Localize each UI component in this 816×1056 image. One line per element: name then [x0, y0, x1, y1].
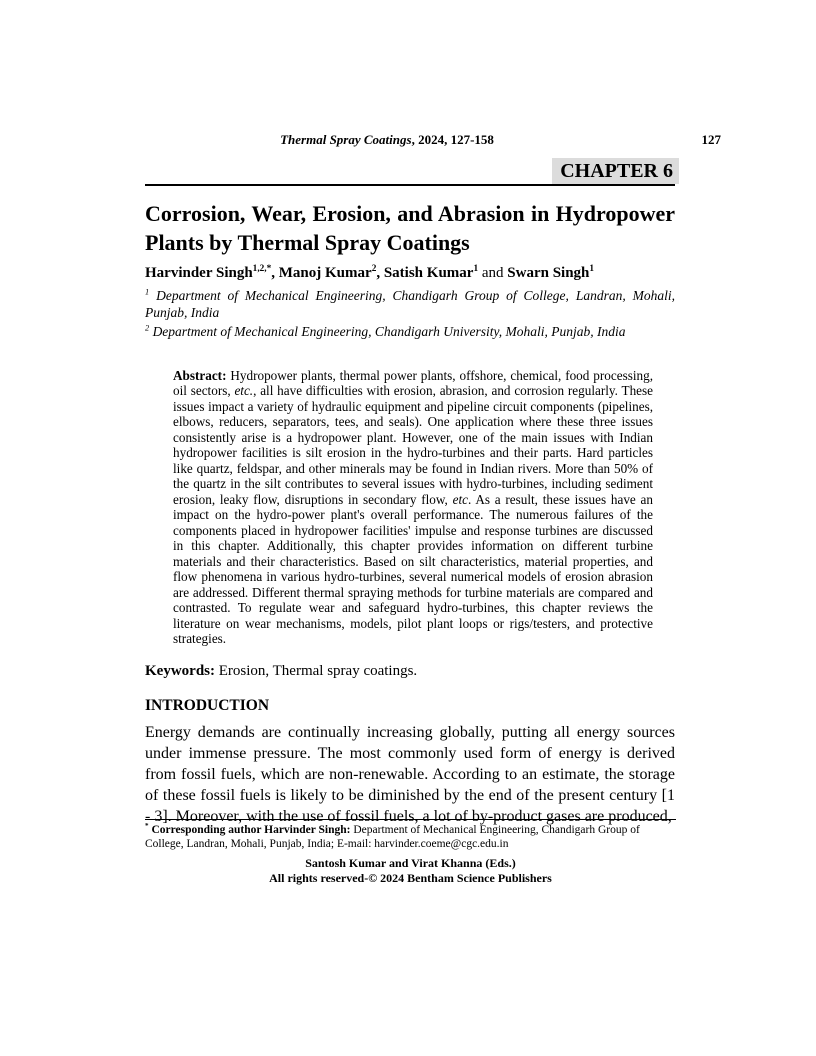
author-1-superscript: 1,2,* — [252, 264, 272, 274]
journal-title-rest: , 2024, 127-158 — [411, 132, 494, 147]
and-word: and — [478, 265, 508, 281]
author-separator: , — [376, 265, 384, 281]
journal-title: Thermal Spray Coatings — [280, 132, 412, 147]
author-3-superscript: 1 — [473, 264, 479, 274]
author-2: Manoj Kumar — [278, 265, 372, 281]
abstract-label: Abstract: — [173, 367, 227, 383]
header-rule — [145, 184, 675, 186]
running-header — [145, 132, 721, 148]
keywords-line — [145, 662, 675, 680]
author-4-superscript: 1 — [589, 264, 595, 274]
chapter-badge: CHAPTER 6 — [552, 158, 679, 184]
keywords-text: Erosion, Thermal spray coatings. — [215, 662, 418, 679]
footnote-asterisk: * — [145, 822, 149, 831]
keywords-label: Keywords: — [145, 662, 215, 679]
affiliation-2 — [145, 324, 675, 341]
author-1: Harvinder Singh — [145, 265, 253, 281]
footnote-rule — [145, 819, 676, 820]
affiliation-1-superscript: 1 — [145, 287, 150, 297]
author-separator: , — [271, 265, 279, 281]
affiliation-1-text: Department of Mechanical Engineering, Chandigarh Group of College, Landran, Mohali, Punjab, India — [145, 288, 675, 320]
authors-line — [145, 264, 675, 283]
footnote-text — [145, 823, 676, 851]
affiliation-2-text: Department of Mechanical Engineering, Chandigarh University, Mohali, Punjab, India — [149, 324, 626, 339]
abstract-text-2: , all have difficulties with erosion, abrasion, and corrosion regularly. These issues impact a variety of hydraulic equipment and pipeline circuit components (pipelines, elbows, reducers, separators, tees, and seals). One application where these three issues consistently arise is a hydropower plant. However, one of the main issues with Indian hydropower facilities is silt erosion in the hydro-turbines and their parts. Hard particles like quartz, feldspar, and other minerals may be found in Indian rivers. More than 50% of the quartz in the silt contributes to several issues with hydro-turbines, including sediment erosion, leaky flow, disruptions in secondary flow, — [173, 383, 653, 507]
abstract-paragraph — [173, 368, 653, 647]
abstract-text-3: . As a result, these issues have an impact on the hydro-power plant's overall performance. The numerous failures of the components placed in hydropower facilities' impulse and response turbines are discussed in this chapter. Additionally, this chapter provides information on different turbine materials and their characteristics. Based on silt characteristics, material properties, and flow phenomena in various hydro-turbines, several numerical models of erosion abrasion are addressed. Different thermal spraying methods for turbine materials are compared and contrasted. To regulate wear and safeguard hydro-turbines, this chapter reviews the literature on wear mechanisms, models, pilot plant loops or rigs/testers, and protective strategies. — [173, 491, 653, 646]
page-number: 127 — [701, 132, 721, 147]
chapter-title: Corrosion, Wear, Erosion, and Abrasion in Hydropower Plants by Thermal Spray Coatings — [145, 201, 675, 255]
affiliation-2-superscript: 2 — [145, 323, 150, 333]
corresponding-author-footnote — [145, 819, 676, 851]
footer-copyright: All rights reserved-© 2024 Bentham Science Publishers — [269, 870, 552, 885]
abstract-etc-1: etc. — [234, 383, 254, 398]
author-2-superscript: 2 — [371, 264, 377, 274]
abstract-etc-2: etc — [452, 491, 468, 507]
book-footer — [145, 856, 676, 885]
author-4: Swarn Singh — [507, 265, 590, 281]
author-3: Satish Kumar — [383, 265, 474, 281]
footer-editors: Santosh Kumar and Virat Khanna (Eds.) — [305, 856, 516, 870]
affiliation-1 — [145, 288, 675, 321]
section-heading-introduction: INTRODUCTION — [145, 696, 270, 714]
intro-paragraph: Energy demands are continually increasing globally, putting all energy sources under immense pressure. The most commonly used form of energy is derived from fossil fuels, which are non-renewable. According to an estimate, the storage of these fossil fuels is likely to be diminished by the end of the present century [1 - 3]. Moreover, with the use of fossil fuels, a lot of by-product gases are produced, — [145, 723, 675, 825]
abstract-text-1: Hydropower plants, thermal power plants, offshore, chemical, food processing, oil sectors, — [173, 367, 653, 398]
chapter-badge-row — [145, 158, 675, 184]
footnote-body: Department of Mechanical Engineering, Chandigarh Group of College, Landran, Mohali, Punjab, India; E-mail: harvinder.coeme@cgc.edu.in — [145, 824, 640, 850]
footnote-label: Corresponding author Harvinder Singh: — [148, 824, 351, 836]
